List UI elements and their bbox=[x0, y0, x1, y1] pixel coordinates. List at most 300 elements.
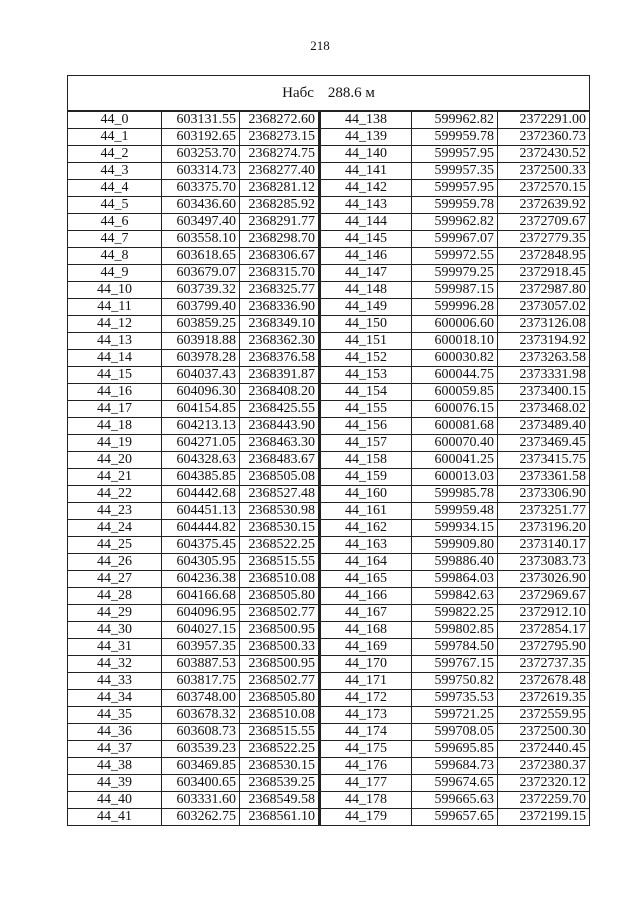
y-coordinate-cell: 2368408.20 bbox=[240, 384, 320, 401]
x-coordinate-cell: 603469.85 bbox=[162, 758, 240, 775]
y-coordinate-cell: 2373306.90 bbox=[498, 486, 590, 503]
y-coordinate-cell: 2372440.45 bbox=[498, 741, 590, 758]
y-coordinate-cell: 2372360.73 bbox=[498, 129, 590, 146]
x-coordinate-cell: 599735.53 bbox=[412, 690, 498, 707]
point-id-cell: 44_159 bbox=[320, 469, 412, 486]
x-coordinate-cell: 603608.73 bbox=[162, 724, 240, 741]
x-coordinate-cell: 603887.53 bbox=[162, 656, 240, 673]
point-id-cell: 44_145 bbox=[320, 231, 412, 248]
x-coordinate-cell: 599985.78 bbox=[412, 486, 498, 503]
y-coordinate-cell: 2372737.35 bbox=[498, 656, 590, 673]
x-coordinate-cell: 604444.82 bbox=[162, 520, 240, 537]
point-id-cell: 44_11 bbox=[68, 299, 162, 316]
x-coordinate-cell: 603799.40 bbox=[162, 299, 240, 316]
y-coordinate-cell: 2368515.55 bbox=[240, 724, 320, 741]
point-id-cell: 44_41 bbox=[68, 809, 162, 826]
x-coordinate-cell: 599957.35 bbox=[412, 163, 498, 180]
table-row bbox=[68, 469, 590, 486]
coordinates-table bbox=[67, 75, 590, 826]
y-coordinate-cell: 2373361.58 bbox=[498, 469, 590, 486]
point-id-cell: 44_175 bbox=[320, 741, 412, 758]
x-coordinate-cell: 600030.82 bbox=[412, 350, 498, 367]
table-row bbox=[68, 418, 590, 435]
y-coordinate-cell: 2368502.77 bbox=[240, 605, 320, 622]
y-coordinate-cell: 2368539.25 bbox=[240, 775, 320, 792]
y-coordinate-cell: 2373263.58 bbox=[498, 350, 590, 367]
x-coordinate-cell: 604154.85 bbox=[162, 401, 240, 418]
point-id-cell: 44_164 bbox=[320, 554, 412, 571]
table-row bbox=[68, 792, 590, 809]
table-row bbox=[68, 316, 590, 333]
point-id-cell: 44_9 bbox=[68, 265, 162, 282]
table-row bbox=[68, 265, 590, 282]
x-coordinate-cell: 599674.65 bbox=[412, 775, 498, 792]
point-id-cell: 44_161 bbox=[320, 503, 412, 520]
x-coordinate-cell: 599802.85 bbox=[412, 622, 498, 639]
x-coordinate-cell: 599864.03 bbox=[412, 571, 498, 588]
y-coordinate-cell: 2368325.77 bbox=[240, 282, 320, 299]
table-row bbox=[68, 435, 590, 452]
point-id-cell: 44_35 bbox=[68, 707, 162, 724]
y-coordinate-cell: 2368306.67 bbox=[240, 248, 320, 265]
point-id-cell: 44_156 bbox=[320, 418, 412, 435]
table-row bbox=[68, 299, 590, 316]
y-coordinate-cell: 2373057.02 bbox=[498, 299, 590, 316]
point-id-cell: 44_29 bbox=[68, 605, 162, 622]
x-coordinate-cell: 600081.68 bbox=[412, 418, 498, 435]
point-id-cell: 44_21 bbox=[68, 469, 162, 486]
y-coordinate-cell: 2373400.15 bbox=[498, 384, 590, 401]
x-coordinate-cell: 604305.95 bbox=[162, 554, 240, 571]
point-id-cell: 44_158 bbox=[320, 452, 412, 469]
point-id-cell: 44_22 bbox=[68, 486, 162, 503]
y-coordinate-cell: 2368281.12 bbox=[240, 180, 320, 197]
x-coordinate-cell: 603748.00 bbox=[162, 690, 240, 707]
y-coordinate-cell: 2372678.48 bbox=[498, 673, 590, 690]
point-id-cell: 44_177 bbox=[320, 775, 412, 792]
x-coordinate-cell: 603678.32 bbox=[162, 707, 240, 724]
y-coordinate-cell: 2368274.75 bbox=[240, 146, 320, 163]
table-row bbox=[68, 248, 590, 265]
table-row bbox=[68, 639, 590, 656]
x-coordinate-cell: 599959.78 bbox=[412, 197, 498, 214]
x-coordinate-cell: 603375.70 bbox=[162, 180, 240, 197]
x-coordinate-cell: 599750.82 bbox=[412, 673, 498, 690]
y-coordinate-cell: 2368522.25 bbox=[240, 741, 320, 758]
x-coordinate-cell: 604442.68 bbox=[162, 486, 240, 503]
x-coordinate-cell: 599959.48 bbox=[412, 503, 498, 520]
page-number: 218 bbox=[310, 38, 330, 53]
y-coordinate-cell: 2368463.30 bbox=[240, 435, 320, 452]
table-row bbox=[68, 163, 590, 180]
x-coordinate-cell: 603253.70 bbox=[162, 146, 240, 163]
point-id-cell: 44_141 bbox=[320, 163, 412, 180]
y-coordinate-cell: 2372500.30 bbox=[498, 724, 590, 741]
table-row bbox=[68, 503, 590, 520]
x-coordinate-cell: 599721.25 bbox=[412, 707, 498, 724]
x-coordinate-cell: 599695.85 bbox=[412, 741, 498, 758]
x-coordinate-cell: 604027.15 bbox=[162, 622, 240, 639]
table-header bbox=[68, 76, 590, 112]
point-id-cell: 44_153 bbox=[320, 367, 412, 384]
x-coordinate-cell: 603918.88 bbox=[162, 333, 240, 350]
table-row bbox=[68, 537, 590, 554]
point-id-cell: 44_17 bbox=[68, 401, 162, 418]
y-coordinate-cell: 2372848.95 bbox=[498, 248, 590, 265]
y-coordinate-cell: 2368530.98 bbox=[240, 503, 320, 520]
y-coordinate-cell: 2368510.08 bbox=[240, 571, 320, 588]
point-id-cell: 44_32 bbox=[68, 656, 162, 673]
y-coordinate-cell: 2368336.90 bbox=[240, 299, 320, 316]
table-row bbox=[68, 622, 590, 639]
point-id-cell: 44_12 bbox=[68, 316, 162, 333]
y-coordinate-cell: 2368530.15 bbox=[240, 520, 320, 537]
y-coordinate-cell: 2372918.45 bbox=[498, 265, 590, 282]
table-row bbox=[68, 111, 590, 129]
y-coordinate-cell: 2373196.20 bbox=[498, 520, 590, 537]
y-coordinate-cell: 2368277.40 bbox=[240, 163, 320, 180]
y-coordinate-cell: 2368510.08 bbox=[240, 707, 320, 724]
y-coordinate-cell: 2373251.77 bbox=[498, 503, 590, 520]
x-coordinate-cell: 599665.63 bbox=[412, 792, 498, 809]
point-id-cell: 44_40 bbox=[68, 792, 162, 809]
y-coordinate-cell: 2373489.40 bbox=[498, 418, 590, 435]
point-id-cell: 44_4 bbox=[68, 180, 162, 197]
y-coordinate-cell: 2372969.67 bbox=[498, 588, 590, 605]
y-coordinate-cell: 2373126.08 bbox=[498, 316, 590, 333]
y-coordinate-cell: 2368502.77 bbox=[240, 673, 320, 690]
y-coordinate-cell: 2373140.17 bbox=[498, 537, 590, 554]
x-coordinate-cell: 599979.25 bbox=[412, 265, 498, 282]
y-coordinate-cell: 2372639.92 bbox=[498, 197, 590, 214]
x-coordinate-cell: 603957.35 bbox=[162, 639, 240, 656]
point-id-cell: 44_24 bbox=[68, 520, 162, 537]
table-row bbox=[68, 486, 590, 503]
x-coordinate-cell: 599767.15 bbox=[412, 656, 498, 673]
point-id-cell: 44_163 bbox=[320, 537, 412, 554]
x-coordinate-cell: 599972.55 bbox=[412, 248, 498, 265]
point-id-cell: 44_138 bbox=[320, 111, 412, 129]
y-coordinate-cell: 2368500.33 bbox=[240, 639, 320, 656]
point-id-cell: 44_148 bbox=[320, 282, 412, 299]
y-coordinate-cell: 2373026.90 bbox=[498, 571, 590, 588]
table-row bbox=[68, 656, 590, 673]
point-id-cell: 44_139 bbox=[320, 129, 412, 146]
x-coordinate-cell: 599822.25 bbox=[412, 605, 498, 622]
y-coordinate-cell: 2368349.10 bbox=[240, 316, 320, 333]
x-coordinate-cell: 600013.03 bbox=[412, 469, 498, 486]
x-coordinate-cell: 604328.63 bbox=[162, 452, 240, 469]
y-coordinate-cell: 2372570.15 bbox=[498, 180, 590, 197]
y-coordinate-cell: 2368391.87 bbox=[240, 367, 320, 384]
point-id-cell: 44_171 bbox=[320, 673, 412, 690]
table-row bbox=[68, 367, 590, 384]
point-id-cell: 44_169 bbox=[320, 639, 412, 656]
x-coordinate-cell: 603262.75 bbox=[162, 809, 240, 826]
point-id-cell: 44_3 bbox=[68, 163, 162, 180]
table-row bbox=[68, 333, 590, 350]
y-coordinate-cell: 2368500.95 bbox=[240, 656, 320, 673]
x-coordinate-cell: 603539.23 bbox=[162, 741, 240, 758]
point-id-cell: 44_14 bbox=[68, 350, 162, 367]
x-coordinate-cell: 599657.65 bbox=[412, 809, 498, 826]
point-id-cell: 44_7 bbox=[68, 231, 162, 248]
point-id-cell: 44_162 bbox=[320, 520, 412, 537]
point-id-cell: 44_8 bbox=[68, 248, 162, 265]
y-coordinate-cell: 2372619.35 bbox=[498, 690, 590, 707]
point-id-cell: 44_1 bbox=[68, 129, 162, 146]
point-id-cell: 44_172 bbox=[320, 690, 412, 707]
x-coordinate-cell: 600044.75 bbox=[412, 367, 498, 384]
table-row bbox=[68, 180, 590, 197]
y-coordinate-cell: 2368505.08 bbox=[240, 469, 320, 486]
y-coordinate-cell: 2368515.55 bbox=[240, 554, 320, 571]
x-coordinate-cell: 599708.05 bbox=[412, 724, 498, 741]
y-coordinate-cell: 2368298.70 bbox=[240, 231, 320, 248]
point-id-cell: 44_26 bbox=[68, 554, 162, 571]
table-row bbox=[68, 350, 590, 367]
y-coordinate-cell: 2372854.17 bbox=[498, 622, 590, 639]
y-coordinate-cell: 2368285.92 bbox=[240, 197, 320, 214]
point-id-cell: 44_10 bbox=[68, 282, 162, 299]
y-coordinate-cell: 2368443.90 bbox=[240, 418, 320, 435]
point-id-cell: 44_144 bbox=[320, 214, 412, 231]
point-id-cell: 44_15 bbox=[68, 367, 162, 384]
y-coordinate-cell: 2372559.95 bbox=[498, 707, 590, 724]
y-coordinate-cell: 2373415.75 bbox=[498, 452, 590, 469]
point-id-cell: 44_28 bbox=[68, 588, 162, 605]
x-coordinate-cell: 599934.15 bbox=[412, 520, 498, 537]
y-coordinate-cell: 2368362.30 bbox=[240, 333, 320, 350]
table-row bbox=[68, 690, 590, 707]
y-coordinate-cell: 2372199.15 bbox=[498, 809, 590, 826]
x-coordinate-cell: 599842.63 bbox=[412, 588, 498, 605]
point-id-cell: 44_37 bbox=[68, 741, 162, 758]
point-id-cell: 44_146 bbox=[320, 248, 412, 265]
x-coordinate-cell: 603978.28 bbox=[162, 350, 240, 367]
y-coordinate-cell: 2373083.73 bbox=[498, 554, 590, 571]
table-row bbox=[68, 571, 590, 588]
x-coordinate-cell: 603400.65 bbox=[162, 775, 240, 792]
y-coordinate-cell: 2373469.45 bbox=[498, 435, 590, 452]
x-coordinate-cell: 599784.50 bbox=[412, 639, 498, 656]
table-row bbox=[68, 197, 590, 214]
table-row bbox=[68, 129, 590, 146]
x-coordinate-cell: 603859.25 bbox=[162, 316, 240, 333]
y-coordinate-cell: 2372709.67 bbox=[498, 214, 590, 231]
point-id-cell: 44_27 bbox=[68, 571, 162, 588]
header-value: 288.6 м bbox=[327, 85, 375, 101]
x-coordinate-cell: 600006.60 bbox=[412, 316, 498, 333]
point-id-cell: 44_152 bbox=[320, 350, 412, 367]
point-id-cell: 44_151 bbox=[320, 333, 412, 350]
x-coordinate-cell: 604037.43 bbox=[162, 367, 240, 384]
table-row bbox=[68, 231, 590, 248]
y-coordinate-cell: 2373468.02 bbox=[498, 401, 590, 418]
point-id-cell: 44_38 bbox=[68, 758, 162, 775]
x-coordinate-cell: 603331.60 bbox=[162, 792, 240, 809]
x-coordinate-cell: 603436.60 bbox=[162, 197, 240, 214]
table-row bbox=[68, 809, 590, 826]
y-coordinate-cell: 2368527.48 bbox=[240, 486, 320, 503]
point-id-cell: 44_16 bbox=[68, 384, 162, 401]
point-id-cell: 44_160 bbox=[320, 486, 412, 503]
point-id-cell: 44_0 bbox=[68, 111, 162, 129]
table-row bbox=[68, 554, 590, 571]
point-id-cell: 44_149 bbox=[320, 299, 412, 316]
x-coordinate-cell: 599962.82 bbox=[412, 111, 498, 129]
x-coordinate-cell: 604166.68 bbox=[162, 588, 240, 605]
point-id-cell: 44_36 bbox=[68, 724, 162, 741]
table-row bbox=[68, 282, 590, 299]
table-row bbox=[68, 775, 590, 792]
y-coordinate-cell: 2368530.15 bbox=[240, 758, 320, 775]
point-id-cell: 44_142 bbox=[320, 180, 412, 197]
x-coordinate-cell: 604096.95 bbox=[162, 605, 240, 622]
y-coordinate-cell: 2368505.80 bbox=[240, 588, 320, 605]
point-id-cell: 44_5 bbox=[68, 197, 162, 214]
y-coordinate-cell: 2372779.35 bbox=[498, 231, 590, 248]
x-coordinate-cell: 603131.55 bbox=[162, 111, 240, 129]
y-coordinate-cell: 2368500.95 bbox=[240, 622, 320, 639]
point-id-cell: 44_165 bbox=[320, 571, 412, 588]
x-coordinate-cell: 603817.75 bbox=[162, 673, 240, 690]
y-coordinate-cell: 2372987.80 bbox=[498, 282, 590, 299]
x-coordinate-cell: 599987.15 bbox=[412, 282, 498, 299]
point-id-cell: 44_168 bbox=[320, 622, 412, 639]
point-id-cell: 44_173 bbox=[320, 707, 412, 724]
point-id-cell: 44_13 bbox=[68, 333, 162, 350]
y-coordinate-cell: 2372500.33 bbox=[498, 163, 590, 180]
point-id-cell: 44_176 bbox=[320, 758, 412, 775]
point-id-cell: 44_166 bbox=[320, 588, 412, 605]
point-id-cell: 44_23 bbox=[68, 503, 162, 520]
table-row bbox=[68, 741, 590, 758]
y-coordinate-cell: 2368483.67 bbox=[240, 452, 320, 469]
point-id-cell: 44_170 bbox=[320, 656, 412, 673]
x-coordinate-cell: 599962.82 bbox=[412, 214, 498, 231]
x-coordinate-cell: 599684.73 bbox=[412, 758, 498, 775]
table-row bbox=[68, 452, 590, 469]
y-coordinate-cell: 2368425.55 bbox=[240, 401, 320, 418]
y-coordinate-cell: 2368376.58 bbox=[240, 350, 320, 367]
y-coordinate-cell: 2368549.58 bbox=[240, 792, 320, 809]
point-id-cell: 44_179 bbox=[320, 809, 412, 826]
x-coordinate-cell: 603679.07 bbox=[162, 265, 240, 282]
y-coordinate-cell: 2368561.10 bbox=[240, 809, 320, 826]
point-id-cell: 44_30 bbox=[68, 622, 162, 639]
point-id-cell: 44_154 bbox=[320, 384, 412, 401]
x-coordinate-cell: 604236.38 bbox=[162, 571, 240, 588]
point-id-cell: 44_20 bbox=[68, 452, 162, 469]
table-row bbox=[68, 146, 590, 163]
point-id-cell: 44_31 bbox=[68, 639, 162, 656]
point-id-cell: 44_174 bbox=[320, 724, 412, 741]
table-row bbox=[68, 707, 590, 724]
point-id-cell: 44_25 bbox=[68, 537, 162, 554]
y-coordinate-cell: 2368272.60 bbox=[240, 111, 320, 129]
point-id-cell: 44_6 bbox=[68, 214, 162, 231]
y-coordinate-cell: 2368522.25 bbox=[240, 537, 320, 554]
point-id-cell: 44_18 bbox=[68, 418, 162, 435]
table-row bbox=[68, 724, 590, 741]
x-coordinate-cell: 604096.30 bbox=[162, 384, 240, 401]
y-coordinate-cell: 2372291.00 bbox=[498, 111, 590, 129]
x-coordinate-cell: 599886.40 bbox=[412, 554, 498, 571]
table-row bbox=[68, 520, 590, 537]
x-coordinate-cell: 604451.13 bbox=[162, 503, 240, 520]
x-coordinate-cell: 603192.65 bbox=[162, 129, 240, 146]
point-id-cell: 44_150 bbox=[320, 316, 412, 333]
x-coordinate-cell: 600070.40 bbox=[412, 435, 498, 452]
point-id-cell: 44_147 bbox=[320, 265, 412, 282]
table-row bbox=[68, 673, 590, 690]
x-coordinate-cell: 599909.80 bbox=[412, 537, 498, 554]
point-id-cell: 44_167 bbox=[320, 605, 412, 622]
point-id-cell: 44_157 bbox=[320, 435, 412, 452]
x-coordinate-cell: 603497.40 bbox=[162, 214, 240, 231]
x-coordinate-cell: 604385.85 bbox=[162, 469, 240, 486]
x-coordinate-cell: 600018.10 bbox=[412, 333, 498, 350]
y-coordinate-cell: 2368315.70 bbox=[240, 265, 320, 282]
y-coordinate-cell: 2368505.80 bbox=[240, 690, 320, 707]
y-coordinate-cell: 2372320.12 bbox=[498, 775, 590, 792]
x-coordinate-cell: 603558.10 bbox=[162, 231, 240, 248]
table-row bbox=[68, 384, 590, 401]
x-coordinate-cell: 603314.73 bbox=[162, 163, 240, 180]
x-coordinate-cell: 599957.95 bbox=[412, 146, 498, 163]
x-coordinate-cell: 600041.25 bbox=[412, 452, 498, 469]
point-id-cell: 44_143 bbox=[320, 197, 412, 214]
x-coordinate-cell: 599957.95 bbox=[412, 180, 498, 197]
y-coordinate-cell: 2368273.15 bbox=[240, 129, 320, 146]
table-row bbox=[68, 401, 590, 418]
table-row bbox=[68, 758, 590, 775]
y-coordinate-cell: 2373194.92 bbox=[498, 333, 590, 350]
y-coordinate-cell: 2373331.98 bbox=[498, 367, 590, 384]
y-coordinate-cell: 2372259.70 bbox=[498, 792, 590, 809]
point-id-cell: 44_178 bbox=[320, 792, 412, 809]
x-coordinate-cell: 599996.28 bbox=[412, 299, 498, 316]
x-coordinate-cell: 600076.15 bbox=[412, 401, 498, 418]
point-id-cell: 44_34 bbox=[68, 690, 162, 707]
table-row bbox=[68, 588, 590, 605]
table-row bbox=[68, 214, 590, 231]
x-coordinate-cell: 604375.45 bbox=[162, 537, 240, 554]
header-label: Набс bbox=[282, 85, 314, 101]
x-coordinate-cell: 603739.32 bbox=[162, 282, 240, 299]
x-coordinate-cell: 604213.13 bbox=[162, 418, 240, 435]
point-id-cell: 44_155 bbox=[320, 401, 412, 418]
table-row bbox=[68, 605, 590, 622]
x-coordinate-cell: 599959.78 bbox=[412, 129, 498, 146]
point-id-cell: 44_33 bbox=[68, 673, 162, 690]
point-id-cell: 44_2 bbox=[68, 146, 162, 163]
x-coordinate-cell: 600059.85 bbox=[412, 384, 498, 401]
point-id-cell: 44_19 bbox=[68, 435, 162, 452]
y-coordinate-cell: 2372380.37 bbox=[498, 758, 590, 775]
point-id-cell: 44_39 bbox=[68, 775, 162, 792]
y-coordinate-cell: 2368291.77 bbox=[240, 214, 320, 231]
x-coordinate-cell: 599967.07 bbox=[412, 231, 498, 248]
x-coordinate-cell: 604271.05 bbox=[162, 435, 240, 452]
y-coordinate-cell: 2372795.90 bbox=[498, 639, 590, 656]
y-coordinate-cell: 2372430.52 bbox=[498, 146, 590, 163]
table-header-row bbox=[68, 76, 590, 112]
point-id-cell: 44_140 bbox=[320, 146, 412, 163]
y-coordinate-cell: 2372912.10 bbox=[498, 605, 590, 622]
x-coordinate-cell: 603618.65 bbox=[162, 248, 240, 265]
